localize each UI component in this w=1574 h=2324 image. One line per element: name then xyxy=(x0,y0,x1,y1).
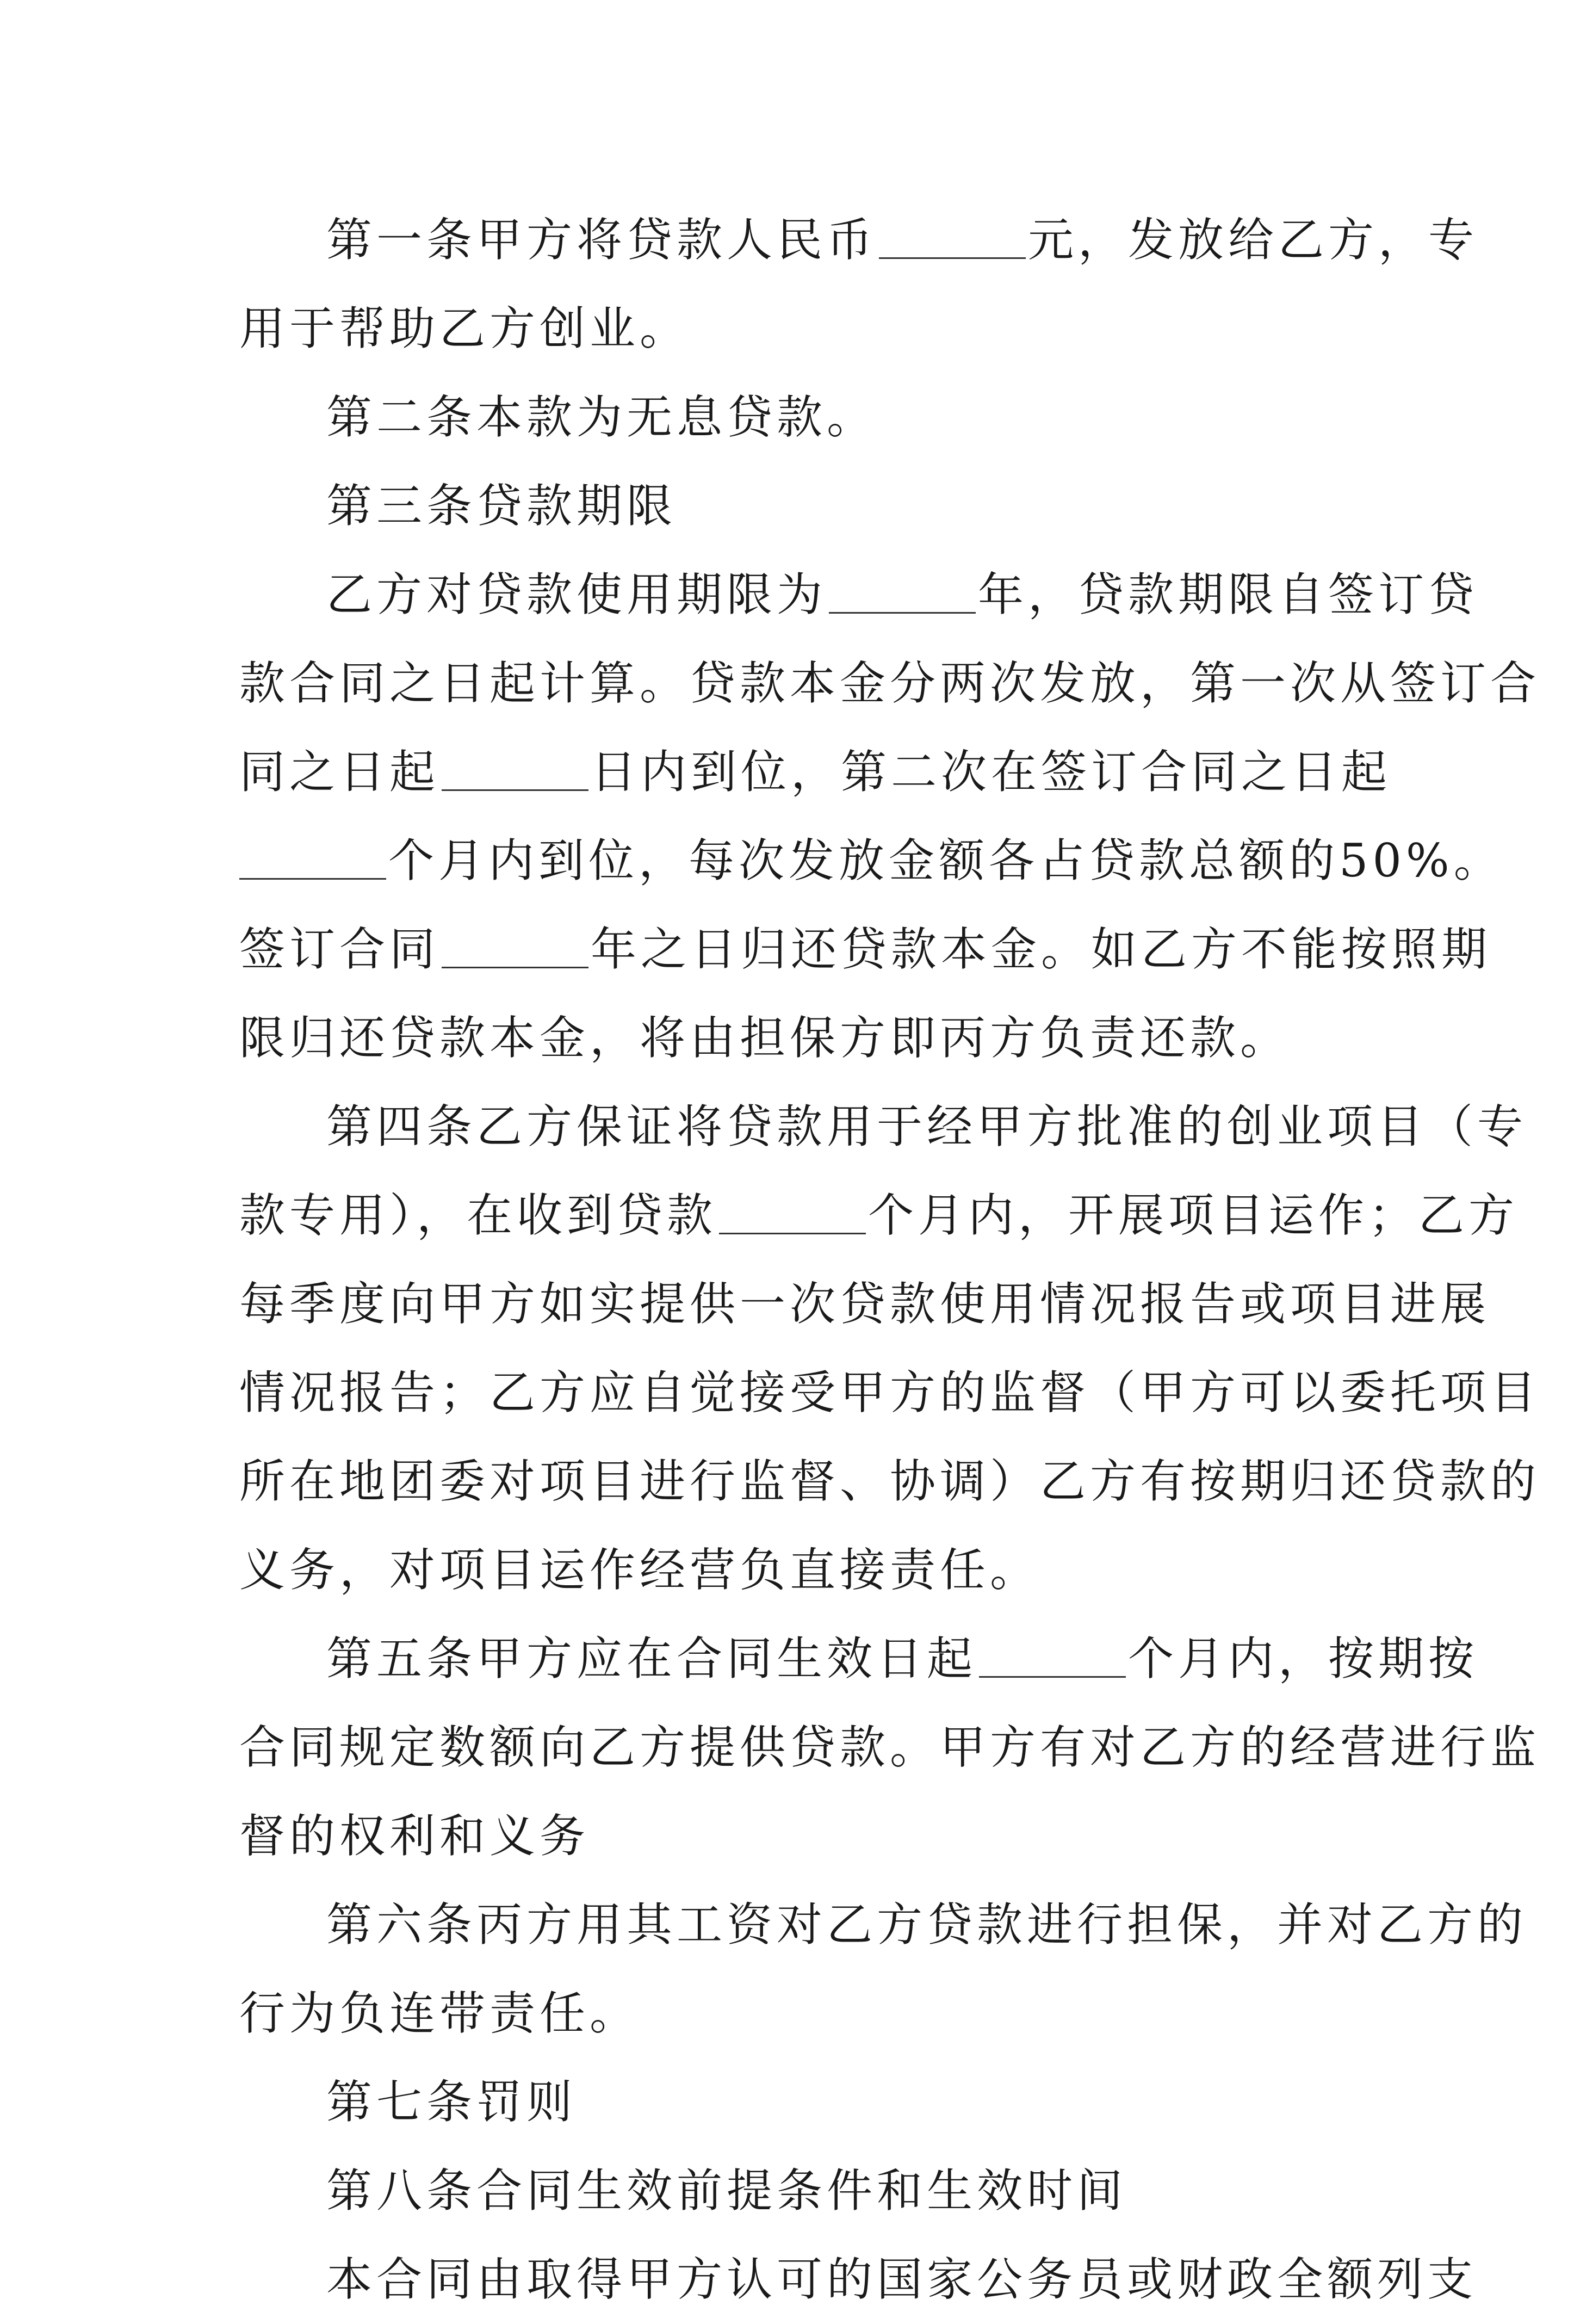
text-segment: 督的权利和义务 xyxy=(239,1809,590,1863)
text-line xyxy=(239,1260,1491,1349)
text-segment: 第七条罚则 xyxy=(326,2075,577,2129)
fill-in-blank[interactable] xyxy=(879,219,1026,259)
text-segment: 款专用），在收到贷款 xyxy=(239,1189,717,1242)
fill-in-blank[interactable] xyxy=(829,574,976,614)
text-segment: 第二条本款为无息贷款。 xyxy=(326,391,877,444)
text-line xyxy=(239,1349,1541,1437)
paragraph-article-8-body xyxy=(239,2235,1478,2324)
text-segment: 年之日归还贷款本金。如乙方不能按照期 xyxy=(591,923,1492,976)
text-segment: 款合同之日起计算。贷款本金分两次发放，第一次从签订合 xyxy=(239,657,1541,710)
text-segment: 同之日起 xyxy=(239,745,440,799)
fill-in-blank[interactable] xyxy=(442,929,588,968)
text-line xyxy=(239,2235,1478,2324)
text-line xyxy=(239,1881,1528,1969)
text-line xyxy=(239,2058,1338,2147)
document-body xyxy=(239,196,1541,2324)
fill-in-blank[interactable] xyxy=(719,1195,866,1234)
text-segment: 情况报告；乙方应自觉接受甲方的监督（甲方可以委托项目 xyxy=(239,1366,1541,1419)
paragraph-article-8 xyxy=(239,2147,1338,2235)
text-line xyxy=(239,551,1479,639)
text-segment: 第八条合同生效前提条件和生效时间 xyxy=(326,2164,1127,2217)
text-segment: 行为负连带责任。 xyxy=(239,1987,640,2040)
text-segment: 用于帮助乙方创业。 xyxy=(239,302,690,355)
text-line xyxy=(239,462,1338,551)
text-segment: 限归还贷款本金，将由担保方即丙方负责还款。 xyxy=(239,1011,1291,1065)
text-line xyxy=(239,1969,1338,2058)
text-segment: 第一条甲方将贷款人民币 xyxy=(326,213,877,267)
text-segment: 第五条甲方应在合同生效日起 xyxy=(326,1632,977,1685)
text-line xyxy=(239,994,1338,1083)
paragraph-article-5 xyxy=(239,1615,1541,1881)
paragraph-article-2 xyxy=(239,373,1338,462)
text-line xyxy=(239,373,1338,462)
paragraph-article-6 xyxy=(239,1881,1528,2058)
text-line xyxy=(239,905,1492,994)
text-line xyxy=(239,1171,1519,1260)
text-segment: 合同规定数额向乙方提供贷款。甲方有对乙方的经营进行监 xyxy=(239,1721,1541,1774)
fill-in-blank[interactable] xyxy=(442,751,588,791)
paragraph-article-3-title xyxy=(239,462,1338,551)
text-line xyxy=(239,817,1504,905)
text-segment: 每季度向甲方如实提供一次贷款使用情况报告或项目进展 xyxy=(239,1277,1491,1331)
text-line xyxy=(239,285,1338,373)
text-line xyxy=(239,728,1392,817)
text-line xyxy=(239,639,1541,728)
text-segment: 个月内，按期按 xyxy=(1128,1632,1479,1685)
paragraph-article-3-body xyxy=(239,551,1541,1083)
fill-in-blank[interactable] xyxy=(239,840,386,880)
text-line xyxy=(239,1437,1541,1526)
text-segment: 年，贷款期限自签订贷 xyxy=(978,568,1479,621)
text-segment: 第四条乙方保证将贷款用于经甲方批准的创业项目（专 xyxy=(326,1100,1528,1153)
text-line xyxy=(239,1703,1541,1792)
text-segment: 所在地团委对项目进行监督、协调）乙方有按期归还贷款的 xyxy=(239,1455,1541,1508)
text-line xyxy=(239,1792,1338,1881)
fill-in-blank[interactable] xyxy=(979,1638,1126,1678)
text-segment: 个月内，开展项目运作；乙方 xyxy=(868,1189,1519,1242)
text-line xyxy=(239,196,1479,285)
text-segment: 日内到位，第二次在签订合同之日起 xyxy=(591,745,1392,799)
paragraph-article-4 xyxy=(239,1083,1541,1615)
paragraph-article-7 xyxy=(239,2058,1338,2147)
text-segment: 元，发放给乙方，专 xyxy=(1028,213,1479,267)
text-line xyxy=(239,1526,1338,1615)
paragraph-article-1 xyxy=(239,196,1479,373)
text-segment: 第三条贷款期限 xyxy=(326,479,677,533)
text-segment: 个月内到位，每次发放金额各占贷款总额的50%。 xyxy=(388,834,1504,887)
text-segment: 义务，对项目运作经营负直接责任。 xyxy=(239,1543,1040,1597)
text-segment: 乙方对贷款使用期限为 xyxy=(326,568,827,621)
text-segment: 第六条丙方用其工资对乙方贷款进行担保，并对乙方的 xyxy=(326,1898,1528,1951)
text-line xyxy=(239,2147,1338,2235)
text-line xyxy=(239,1083,1528,1171)
text-segment: 本合同由取得甲方认可的国家公务员或财政全额列支 xyxy=(326,2253,1478,2306)
text-line xyxy=(239,1615,1479,1703)
text-segment: 签订合同 xyxy=(239,923,440,976)
